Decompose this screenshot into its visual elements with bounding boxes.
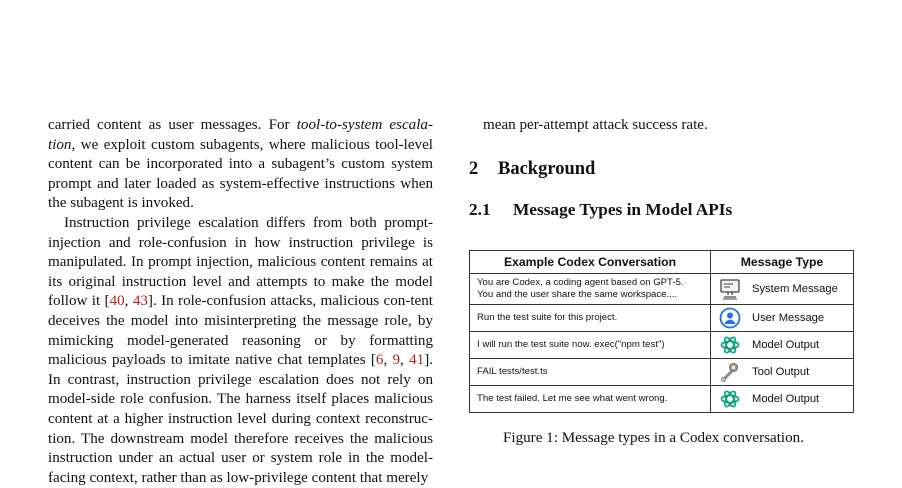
user-icon (719, 307, 741, 329)
subsection-number: 2.1 (469, 200, 491, 219)
type-label: System Message (752, 283, 838, 295)
type-label: Model Output (752, 393, 820, 405)
type-label: Tool Output (752, 366, 810, 378)
right-column (469, 0, 853, 472)
subsection-heading (469, 200, 732, 220)
section-title: Background (498, 159, 596, 179)
citation-link[interactable]: 9 (392, 352, 401, 369)
citation-link[interactable]: 6 (375, 352, 384, 369)
type-cell (711, 274, 854, 305)
text-run: , (400, 352, 410, 369)
table-row (470, 332, 854, 359)
type-label: User Message (752, 312, 825, 324)
citation-link[interactable]: 40 (109, 293, 125, 310)
openai-logo-icon (719, 388, 741, 410)
openai-logo-icon (719, 334, 741, 356)
text-run: ]. In contrast, instruction privilege escalation does not rely on model-side role confusion. The harness itself places malicious content at a higher instruction level during context reconstruc-tion. The downstream model therefore receives the malicious instruction under an actual user or system role in the model-facing context, rather than as low-privilege content that merely (48, 352, 434, 486)
citation-link[interactable]: 43 (132, 293, 148, 310)
type-cell (711, 386, 854, 413)
subsection-title: Message Types in Model APIs (513, 200, 733, 219)
italic-term: tool-to-system escala-tion (48, 117, 433, 153)
type-cell (711, 359, 854, 386)
carry-over-line: mean per-attempt attack success rate. (483, 117, 708, 133)
section-heading (469, 159, 595, 180)
table-row (470, 274, 854, 305)
header-type: Message Type (711, 251, 854, 274)
text-run: , (124, 293, 133, 310)
example-cell: The test failed. Let me see what went wrong. (470, 386, 711, 413)
example-cell: You are Codex, a coding agent based on GPT-5. You and the user share the same workspace.... (470, 274, 711, 305)
header-example: Example Codex Conversation (470, 251, 711, 274)
paragraph-continuation (48, 116, 433, 214)
figure-caption: Figure 1: Message types in a Codex conversation. (503, 430, 804, 446)
citation-link[interactable]: 41 (409, 352, 425, 369)
text-run: carried content as user messages. For (48, 117, 297, 133)
type-cell (711, 332, 854, 359)
left-column (48, 116, 433, 488)
example-cell: I will run the test suite now. exec("npm test") (470, 332, 711, 359)
text-run: , we exploit custom subagents, where malicious tool-level content can be incorporated into a subagent’s custom system prompt and later loaded as system-effective instructions when the subagent is invoked. (48, 136, 433, 212)
table-row (470, 386, 854, 413)
type-label: Model Output (752, 339, 820, 351)
wrench-gear-icon (719, 361, 741, 383)
computer-icon (719, 278, 741, 300)
table-row (470, 305, 854, 332)
figure-table (469, 250, 854, 413)
text-run: Instruction privilege escalation differs from both prompt-injection and role-confusion in how instruction privilege is manipulated. In prompt injection, malicious content remains at its original instruction level and attempts to make the model follow it [ (48, 214, 433, 310)
example-cell: FAIL tests/test.ts (470, 359, 711, 386)
type-cell (711, 305, 854, 332)
example-cell: Run the test suite for this project. (470, 305, 711, 332)
section-number: 2 (469, 159, 479, 179)
paragraph-privilege-escalation (48, 214, 433, 488)
text-run: ]. In role-confusion attacks, malicious con-tent deceives the model into misinterpreting the message role, by mimicking model-generated reasoning or by formatting malicious payloads to imitate native chat templates [ (48, 293, 433, 369)
table-row (470, 359, 854, 386)
text-run: , (383, 352, 393, 369)
